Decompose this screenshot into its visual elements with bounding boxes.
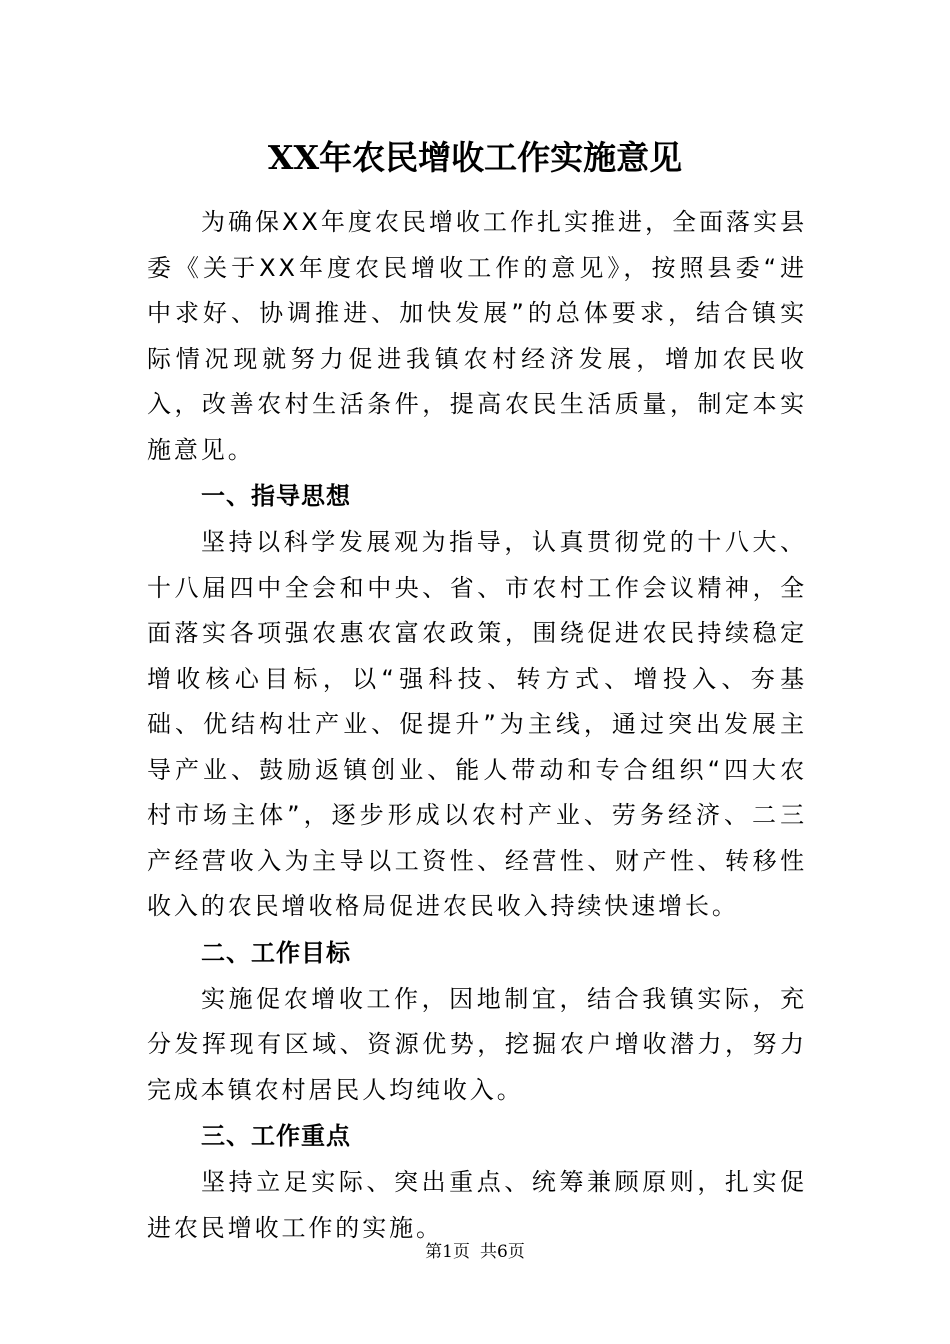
page-footer [0,1240,950,1264]
work-focus-paragraph: 坚持立足实际、突出重点、统筹兼顾原则，扎实促进农民增收工作的实施。 [147,1168,807,1242]
section-heading-work-focus: 三、工作重点 [201,1122,351,1150]
page-total: 共6页 [480,1242,525,1262]
section-heading-work-goals: 二、工作目标 [201,938,351,967]
guiding-ideology-paragraph: 坚持以科学发展观为指导，认真贯彻党的十八大、十八届四中全会和中央、省、市农村工作会议精神，全面落实各项强农惠农富农政策，围绕促进农民持续稳定增收核心目标，以“强科技、转方式、增投入、夯基础、优结构壮产业、促提升”为主线，通过突出发展主导产业、鼓励返镇创业、能人带动和专合组织“四大农村市场主体”，逐步形成以农村产业、劳务经济、二三产经营收入为主导以工资性、经营性、财产性、转移性收入的农民增收格局促进农民收入持续快速增长。 [147,528,807,920]
document-title: XX年农民增收工作实施意见 [267,138,683,177]
document-body [147,200,807,1251]
intro-paragraph: 为确保XX年度农民增收工作扎实推进，全面落实县委《关于XX年度农民增收工作的意见》，按照县委“进中求好、协调推进、加快发展”的总体要求，结合镇实际情况现就努力促进我镇农村经济发展，增加农民收入，改善农村生活条件，提高农民生活质量，制定本实施意见。 [147,208,807,464]
page-number: 第1页 [425,1242,470,1262]
work-goals-paragraph: 实施促农增收工作，因地制宜，结合我镇实际，充分发挥现有区域、资源优势，挖掘农户增收潜力，努力完成本镇农村居民人均纯收入。 [147,984,807,1104]
section-heading-guiding-ideology: 一、指导思想 [201,482,351,510]
